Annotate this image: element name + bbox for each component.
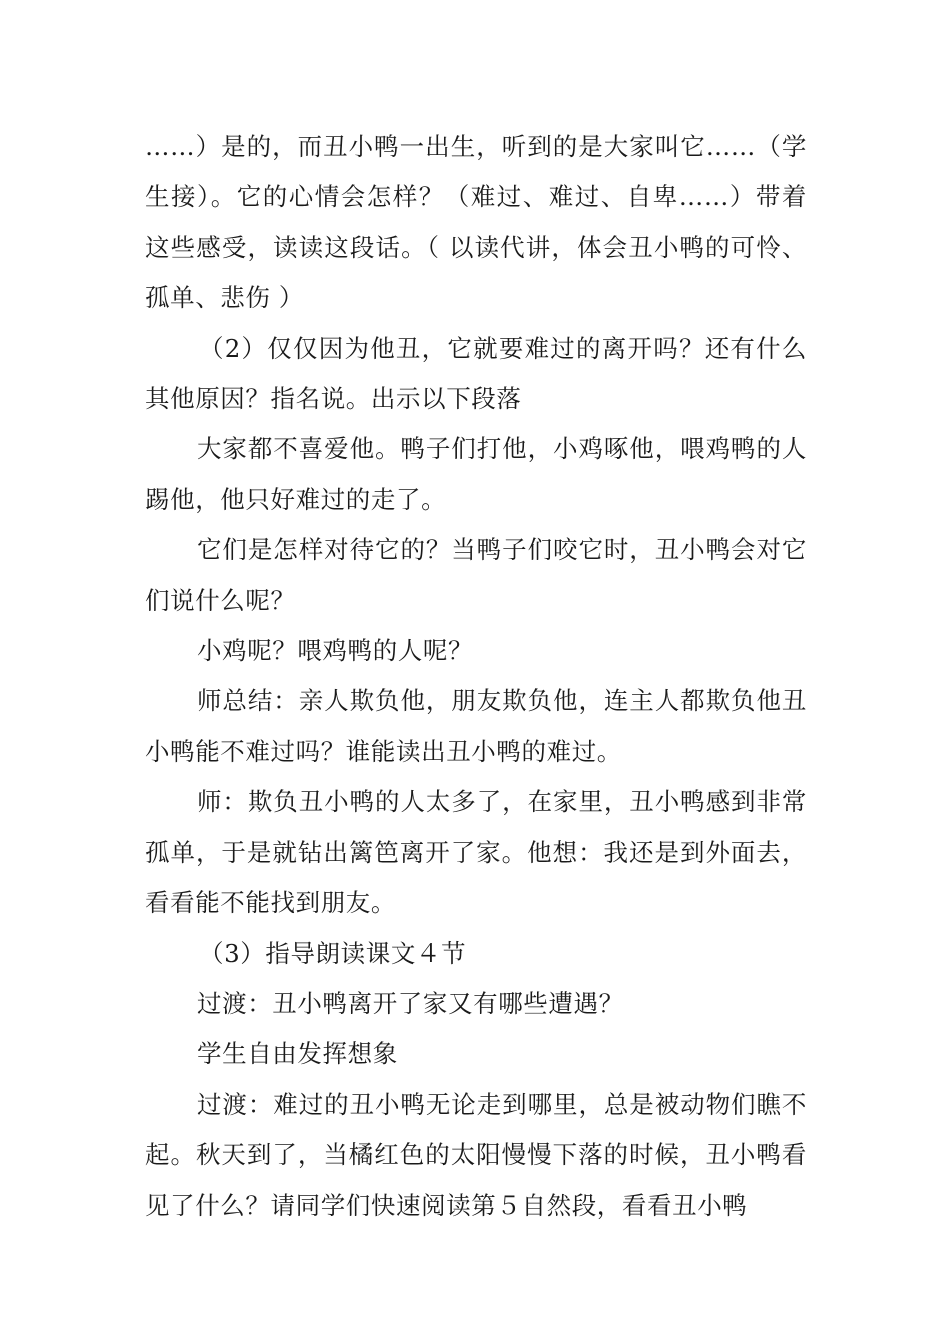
paragraph-how-treated: 它们是怎样对待它的？当鸭子们咬它时，丑小鸭会对它们说什么呢？ bbox=[145, 535, 807, 615]
paragraph-teacher-summary: 师总结：亲人欺负他，朋友欺负他，连主人都欺负他丑小鸭能不难过吗？谁能读出丑小鸭的难过。 bbox=[145, 686, 807, 766]
paragraph-students-imagine: 学生自由发挥想象 bbox=[197, 1039, 398, 1069]
paragraph-quoted-passage: 大家都不喜爱他。鸭子们打他，小鸡啄他，喂鸡鸭的人踢他，他只好难过的走了。 bbox=[145, 434, 807, 514]
paragraph-reading-guide-3: （3）指导朗读课文４节 bbox=[199, 938, 467, 968]
document-body bbox=[145, 122, 807, 1231]
paragraph-question-2: （2）仅仅因为他丑，它就要难过的离开吗？还有什么其他原因？指名说。出示以下段落 bbox=[145, 333, 807, 414]
paragraph-continuation: ……）是的，而丑小鸭一出生，听到的是大家叫它……（学生接）。它的心情会怎样？（难过、难过、自卑……）带着这些感受，读读这段话。（ 以读代讲，体会丑小鸭的可怜、孤单、悲伤 ） bbox=[145, 132, 807, 313]
paragraph-transition-encounters: 过渡：丑小鸭离开了家又有哪些遭遇？ bbox=[197, 988, 624, 1018]
paragraph-transition-autumn: 过渡：难过的丑小鸭无论走到哪里，总是被动物们瞧不起。秋天到了，当橘红色的太阳慢慢下落的时候，丑小鸭看见了什么？请同学们快速阅读第５自然段，看看丑小鸭 bbox=[145, 1089, 807, 1220]
paragraph-teacher-lonely: 师：欺负丑小鸭的人太多了，在家里，丑小鸭感到非常孤单，于是就钻出篱笆离开了家。他想：我还是到外面去，看看能不能找到朋友。 bbox=[145, 787, 807, 918]
paragraph-chick-question: 小鸡呢？喂鸡鸭的人呢？ bbox=[197, 636, 474, 666]
